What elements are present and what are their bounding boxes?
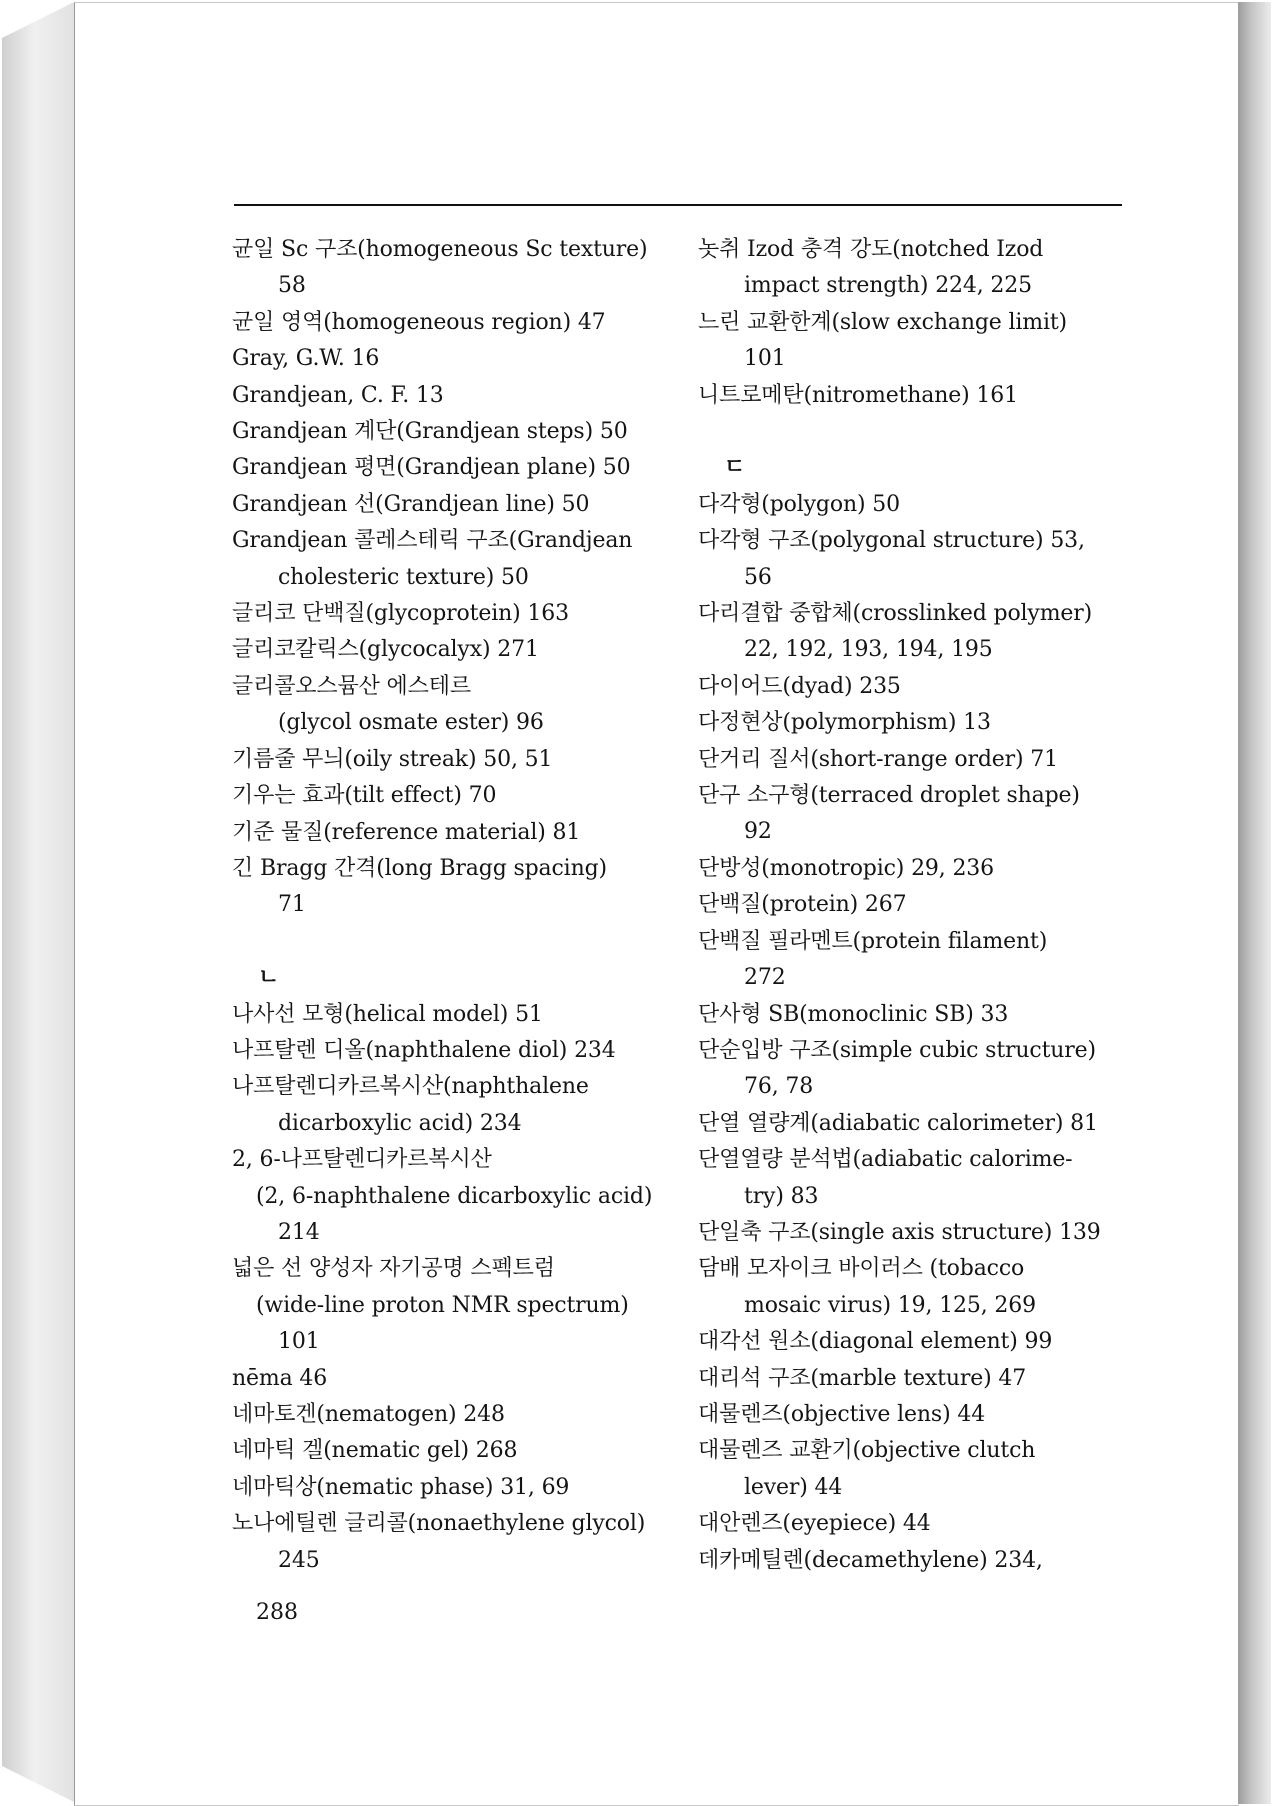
section-letter-digeut: ㄷ: [724, 455, 746, 481]
index-entry-text: 글리콜오스뮴산 에스테르: [232, 673, 471, 699]
index-entry-text: 대물렌즈(objective lens) 44: [698, 1401, 986, 1427]
index-entry-text: 네마토겐(nematogen) 248: [232, 1401, 505, 1427]
index-entry: [698, 742, 1148, 778]
left-entries-b: [232, 997, 682, 1580]
index-entry-continuation: try) 83: [744, 1183, 819, 1209]
index-entry: [232, 414, 682, 450]
index-entry: [698, 851, 1148, 887]
index-entry: [698, 1251, 1148, 1324]
index-entry: [698, 596, 1148, 669]
index-entry-text: 데카메틸렌(decamethylene) 234,: [698, 1547, 1043, 1573]
index-entry-text: 다각형(polygon) 50: [698, 491, 900, 517]
index-entry: [232, 1397, 682, 1433]
section-letter-nieun: ㄴ: [258, 965, 280, 991]
index-entry-text: 글리코칼릭스(glycocalyx) 271: [232, 637, 539, 663]
section-gap: [232, 924, 682, 960]
index-entry: [698, 378, 1148, 414]
index-entry: [232, 1506, 682, 1579]
index-entry-text: 넓은 선 양성자 자기공명 스펙트럼: [232, 1256, 555, 1282]
index-entry: [698, 1506, 1148, 1542]
index-entry: [698, 705, 1148, 741]
index-entry-text: Gray, G.W. 16: [232, 346, 380, 372]
index-entry: [698, 523, 1148, 596]
index-entry: [232, 523, 682, 596]
index-entry: [232, 450, 682, 486]
index-entry: [232, 1142, 682, 1251]
index-entry-continuation: 245: [278, 1547, 320, 1573]
index-entry: [232, 232, 682, 305]
index-entry: [698, 305, 1148, 378]
index-entry: [698, 669, 1148, 705]
index-entry-continuation: (2, 6-naphthalene dicarboxylic acid): [256, 1183, 653, 1209]
index-entry: [698, 1397, 1148, 1433]
index-entry-text: 대안렌즈(eyepiece) 44: [698, 1511, 931, 1537]
index-entry-text: 단백질(protein) 267: [698, 892, 907, 918]
index-entry-text: 단구 소구형(terraced droplet shape): [698, 783, 1080, 809]
index-entry: [232, 669, 682, 742]
index-entry-text: Grandjean 평면(Grandjean plane) 50: [232, 455, 631, 481]
index-entry-continuation: dicarboxylic acid) 234: [278, 1110, 522, 1136]
left-index-column: [232, 232, 682, 1579]
index-entry-text: 네마틱 겔(nematic gel) 268: [232, 1438, 518, 1464]
index-entry-text: 느린 교환한계(slow exchange limit): [698, 309, 1067, 335]
index-entry-text: 노나에틸렌 글리콜(nonaethylene glycol): [232, 1511, 646, 1537]
index-entry: [232, 596, 682, 632]
index-entry: [232, 487, 682, 523]
index-entry-text: 다정현상(polymorphism) 13: [698, 710, 991, 736]
index-entry: [232, 778, 682, 814]
index-entry-text: 단방성(monotropic) 29, 236: [698, 855, 995, 881]
index-entry-text: 놋취 Izod 충격 강도(notched Izod: [698, 237, 1044, 262]
index-entry-text: 대리석 구조(marble texture) 47: [698, 1365, 1027, 1391]
index-entry: [232, 851, 682, 924]
index-entry-text: 단사형 SB(monoclinic SB) 33: [698, 1001, 1009, 1027]
index-entry: [232, 815, 682, 851]
index-entry: [698, 1106, 1148, 1142]
index-entry-text: 나사선 모형(helical model) 51: [232, 1001, 543, 1027]
index-entry: [232, 1433, 682, 1469]
index-entry-continuation: cholesteric texture) 50: [278, 564, 529, 590]
index-entry-continuation: 58: [278, 273, 306, 299]
index-entry-text: 단일축 구조(single axis structure) 139: [698, 1219, 1101, 1245]
header-rule: [234, 204, 1122, 206]
index-entry-continuation: (wide-line proton NMR spectrum): [256, 1292, 629, 1318]
index-entry-continuation: 214: [278, 1219, 320, 1245]
index-entry: [698, 1142, 1148, 1215]
index-entry-text: 담배 모자이크 바이러스 (tobacco: [698, 1256, 1025, 1282]
page-edge-shadow: [1238, 2, 1271, 1804]
index-entry-continuation: 76, 78: [744, 1074, 814, 1100]
index-entry-text: 기우는 효과(tilt effect) 70: [232, 783, 497, 809]
index-entry: [698, 487, 1148, 523]
index-entry: [698, 1324, 1148, 1360]
index-entry: [698, 1361, 1148, 1397]
section-gap: [698, 414, 1148, 450]
index-entry-continuation: 101: [744, 346, 786, 372]
index-entry-text: 단열열량 분석법(adiabatic calorime-: [698, 1147, 1073, 1173]
index-entry: [232, 1361, 682, 1397]
index-entry-text: 단거리 질서(short-range order) 71: [698, 746, 1058, 772]
index-entry: [698, 1433, 1148, 1506]
right-entries-b: [698, 487, 1148, 1579]
index-entry-text: Grandjean 계단(Grandjean steps) 50: [232, 419, 628, 445]
index-entry-continuation: lever) 44: [744, 1474, 843, 1500]
index-entry-text: 단백질 필라멘트(protein filament): [698, 928, 1048, 954]
index-entry: [232, 1251, 682, 1360]
index-entry: [698, 997, 1148, 1033]
index-entry-text: 니트로메탄(nitromethane) 161: [698, 382, 1018, 408]
right-entries-a: [698, 232, 1148, 414]
index-entry-text: 균일 Sc 구조(homogeneous Sc texture): [232, 237, 648, 262]
index-entry: [232, 632, 682, 668]
index-entry: [232, 341, 682, 377]
index-entry: [232, 378, 682, 414]
index-entry-text: 기준 물질(reference material) 81: [232, 819, 581, 845]
index-entry: [698, 924, 1148, 997]
index-entry: [232, 997, 682, 1033]
index-entry-continuation: 22, 192, 193, 194, 195: [744, 637, 993, 663]
index-entry-text: 균일 영역(homogeneous region) 47: [232, 309, 606, 335]
index-entry-text: 다리결합 중합체(crosslinked polymer): [698, 601, 1093, 627]
page-number: 288: [256, 1600, 298, 1625]
index-entry-continuation: impact strength) 224, 225: [744, 273, 1032, 299]
index-entry-text: 2, 6-나프탈렌디카르복시산: [232, 1147, 492, 1173]
index-entry-text: 나프탈렌디카르복시산(naphthalene: [232, 1074, 589, 1100]
right-index-column: [698, 232, 1148, 1579]
index-entry-text: 단열 열량계(adiabatic calorimeter) 81: [698, 1110, 1098, 1136]
left-entries-a: [232, 232, 682, 924]
index-entry: [698, 232, 1148, 305]
index-entry: [232, 1470, 682, 1506]
index-entry-continuation: 272: [744, 965, 786, 991]
index-entry: [698, 1215, 1148, 1251]
index-entry-continuation: 101: [278, 1329, 320, 1355]
index-entry-text: 다이어드(dyad) 235: [698, 673, 901, 699]
index-entry-continuation: 56: [744, 564, 772, 590]
index-entry-continuation: 92: [744, 819, 772, 845]
index-entry-text: Grandjean, C. F. 13: [232, 382, 444, 408]
book-spine: [2, 2, 74, 1802]
index-entry-continuation: 71: [278, 892, 306, 918]
index-entry: [698, 887, 1148, 923]
index-entry-continuation: mosaic virus) 19, 125, 269: [744, 1292, 1036, 1318]
index-entry-text: nēma 46: [232, 1365, 328, 1391]
index-entry-text: Grandjean 선(Grandjean line) 50: [232, 491, 590, 517]
index-entry-text: 단순입방 구조(simple cubic structure): [698, 1037, 1096, 1063]
index-entry-text: 글리코 단백질(glycoprotein) 163: [232, 601, 569, 627]
index-entry: [698, 778, 1148, 851]
index-entry-text: 대물렌즈 교환기(objective clutch: [698, 1438, 1036, 1464]
index-entry: [232, 742, 682, 778]
index-entry-continuation: (glycol osmate ester) 96: [278, 710, 544, 736]
index-entry: [232, 1069, 682, 1142]
index-entry-text: 네마틱상(nematic phase) 31, 69: [232, 1474, 570, 1500]
index-entry-text: 다각형 구조(polygonal structure) 53,: [698, 528, 1085, 554]
index-entry-text: 긴 Bragg 간격(long Bragg spacing): [232, 855, 607, 881]
index-entry: [232, 305, 682, 341]
index-entry-text: 나프탈렌 디올(naphthalene diol) 234: [232, 1037, 616, 1063]
index-entry-text: Grandjean 콜레스테릭 구조(Grandjean: [232, 528, 633, 554]
index-entry: [698, 1033, 1148, 1106]
index-entry: [232, 1033, 682, 1069]
index-entry-text: 기름줄 무늬(oily streak) 50, 51: [232, 746, 553, 772]
index-entry: [698, 1543, 1148, 1579]
index-entry-text: 대각선 원소(diagonal element) 99: [698, 1329, 1053, 1355]
